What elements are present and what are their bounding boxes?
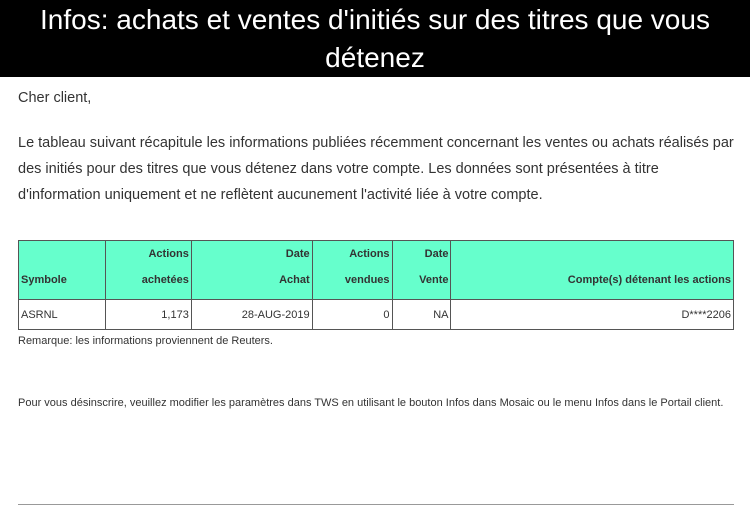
- email-header: [0, 0, 750, 77]
- greeting: Cher client,: [18, 90, 92, 106]
- cell-purchase-date: 28-AUG-2019: [191, 300, 312, 330]
- unsubscribe-note: Pour vous désinscrire, veuillez modifier les paramètres dans TWS en utilisant le bouton Infos dans Mosaic ou le menu Infos dans le Portail client.: [18, 397, 724, 409]
- intro-paragraph: Le tableau suivant récapitule les informations publiées récemment concernant les ventes ou achats réalisés par des initiés pour des titres que vous détenez dans votre compte. Les données sont présentées à titre d'information uniquement et ne reflètent aucunement l'activité liée à votre compte.: [18, 135, 734, 203]
- header-title-line2: détenez: [325, 42, 425, 73]
- header-sale-date-line2: Vente: [419, 274, 449, 286]
- header-accounts: [451, 241, 734, 300]
- cell-shares-bought: 1,173: [105, 300, 191, 330]
- header-shares-bought-line1: Actions: [148, 248, 189, 260]
- divider: [18, 504, 734, 505]
- header-symbol: [19, 241, 106, 300]
- header-purchase-date: [191, 241, 312, 300]
- header-accounts-line2: Compte(s) détenant les actions: [567, 274, 731, 286]
- header-shares-sold-line1: Actions: [349, 248, 390, 260]
- header-shares-sold-line2: vendues: [344, 274, 390, 286]
- cell-shares-sold: 0: [312, 300, 392, 330]
- header-shares-sold: [312, 241, 392, 300]
- table-row: [19, 300, 734, 330]
- email-body: [18, 77, 734, 409]
- header-shares-bought-line2: achetées: [141, 274, 189, 286]
- header-accounts-line1: [453, 241, 731, 267]
- header-symbol-line2: Symbole: [21, 274, 67, 286]
- header-title-line1: Infos: achats et ventes d'initiés sur des titres que vous: [40, 4, 710, 35]
- cell-accounts: D****2206: [451, 300, 734, 330]
- cell-symbol: ASRNL: [19, 300, 106, 330]
- table-header-row: [19, 241, 734, 300]
- insider-trades-table: [18, 240, 734, 330]
- header-sale-date-line1: Date: [424, 248, 449, 260]
- header-sale-date: [392, 241, 451, 300]
- cell-sale-date: NA: [392, 300, 451, 330]
- source-note: Remarque: les informations proviennent de Reuters.: [18, 335, 273, 347]
- header-purchase-date-line1: Date: [285, 248, 310, 260]
- header-purchase-date-line2: Achat: [279, 274, 310, 286]
- header-shares-bought: [105, 241, 191, 300]
- header-symbol-line1: [21, 241, 103, 267]
